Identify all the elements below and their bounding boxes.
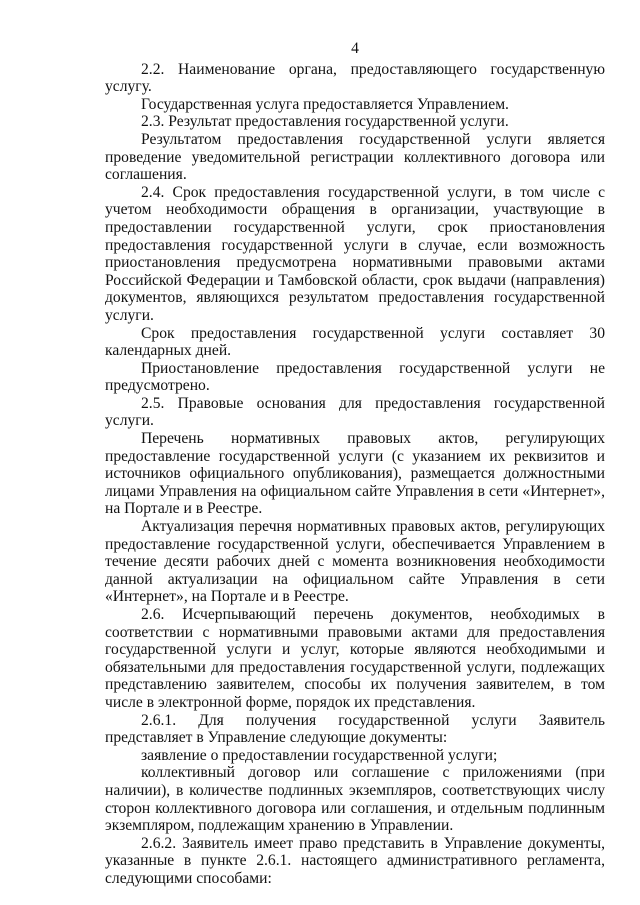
paragraph-service-provided: Государственная услуга предоставляется Управлением. (141, 95, 509, 113)
paragraph-legal-list: Перечень нормативных правовых актов, регулирующих предоставление государственной услуги (с указанием их реквизитов и источников официального опубликования), размещается должностными лицами Управления на официальном сайте Управления в сети «Интернет», на Портале и в Реестре. (105, 430, 605, 518)
page-number: 4 (351, 40, 359, 57)
paragraph-2-5: 2.5. Правовые основания для предоставления государственной услуги. (105, 394, 605, 430)
paragraph-2-2: 2.2. Наименование органа, предоставляющего государственную услугу. (105, 60, 605, 96)
paragraph-actualization: Актуализация перечня нормативных правовых актов, регулирующих предоставление государственной услуги, обеспечивается Управлением в течение десяти рабочих дней с момента возникновения необходимости данной актуализации на официальном сайте Управления в сети «Интернет», на Портале и в Реестре. (105, 518, 605, 606)
paragraph-2-6: 2.6. Исчерпывающий перечень документов, необходимых в соответствии с нормативными правовыми актами для предоставления государственной услуги и услуг, которые являются необходимыми и обязательными для предоставления государственной услуги, подлежащих представлению заявителем, способы их получения заявителем, в том числе в электронной форме, порядок их представления. (105, 606, 605, 711)
paragraph-suspension: Приостановление предоставления государственной услуги не предусмотрено. (105, 359, 605, 395)
paragraph-2-6-1: 2.6.1. Для получения государственной услуги Заявитель представляет в Управление следующие документы: (105, 711, 605, 747)
list-item-agreement: коллективный договор или соглашение с приложениями (при наличии), в количестве подлинных экземпляров, соответствующих числу сторон коллективного договора или соглашения, и отдельным подлинным экземпляром, подлежащим хранению в Управлении. (105, 764, 605, 835)
paragraph-2-3: 2.3. Результат предоставления государственной услуги. (141, 113, 509, 131)
paragraph-2-4: 2.4. Срок предоставления государственной услуги, в том числе с учетом необходимости обращения в организации, участвующие в предоставлении государственной услуги, срок приостановления предоставления государственной услуги в случае, если возможность приостановления предусмотрена нормативными правовыми актами Российской Федерации и Тамбовской области, срок выдачи (направления) документов, являющихся результатом предоставления государственной услуги. (105, 183, 605, 324)
paragraph-term: Срок предоставления государственной услуги составляет 30 календарных дней. (105, 324, 605, 360)
paragraph-result: Результатом предоставления государственной услуги является проведение уведомительной регистрации коллективного договора или соглашения. (105, 130, 605, 184)
list-item-application: заявление о предоставлении государственной услуги; (141, 746, 498, 764)
paragraph-2-6-2: 2.6.2. Заявитель имеет право представить в Управление документы, указанные в пункте 2.6.1. настоящего административного регламента, следующими способами: (105, 834, 605, 887)
